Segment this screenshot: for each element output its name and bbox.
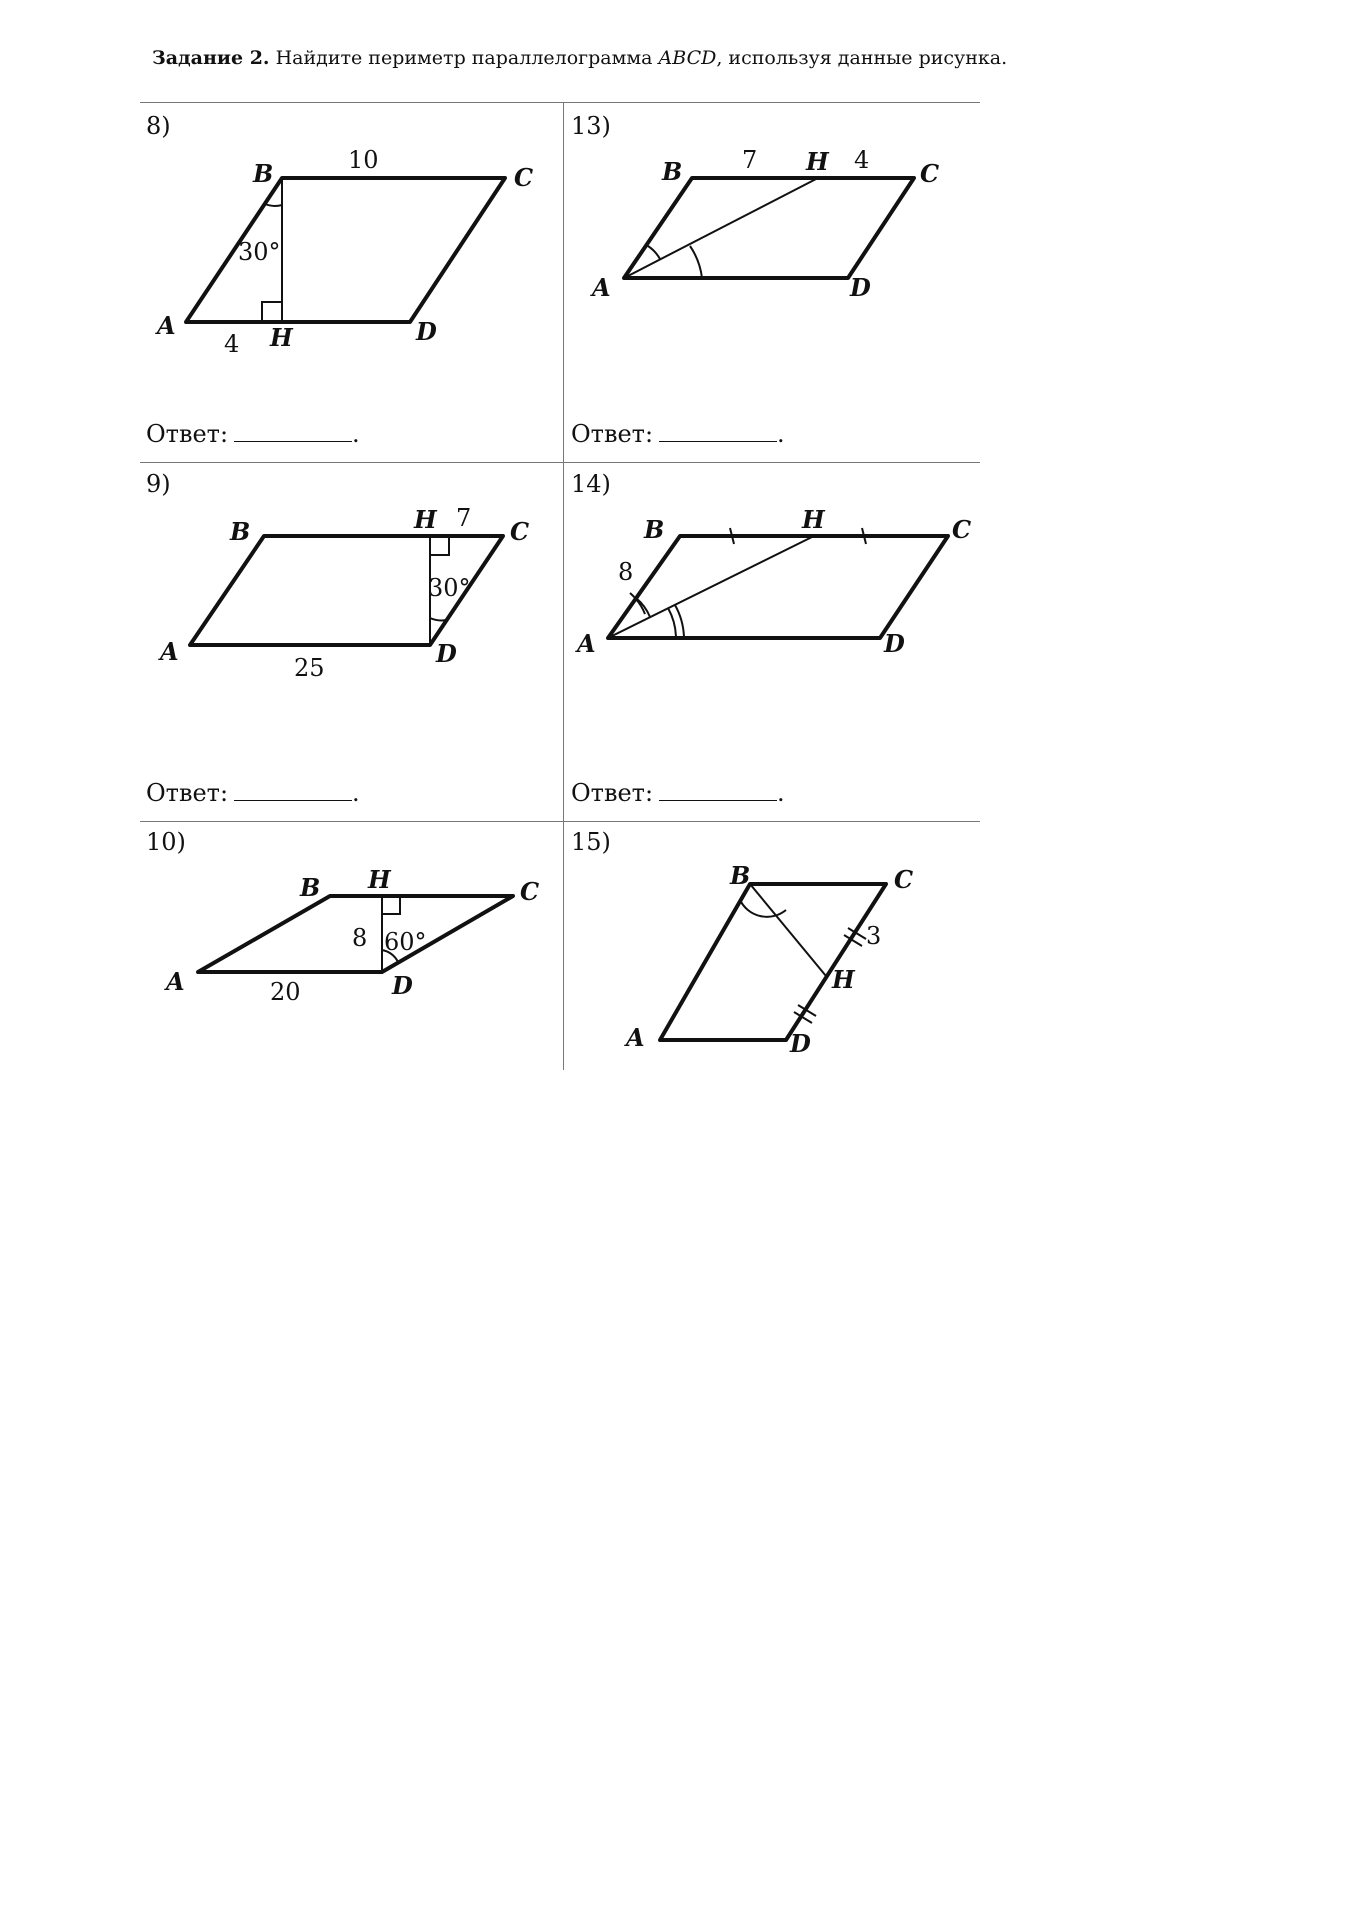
value-ab-14: 8 <box>618 558 634 586</box>
label-h-15: H <box>832 965 855 994</box>
task-text-end: , используя данные рисунка. <box>716 47 1008 69</box>
answer-line-8: Ответ: . <box>146 420 360 448</box>
label-d-8: D <box>416 317 437 346</box>
answer-line-14: Ответ: . <box>571 779 785 807</box>
problem-number-13: 13) <box>571 112 611 140</box>
problem-number-14: 14) <box>571 470 611 498</box>
label-c-10: C <box>520 877 540 906</box>
angle-arc-15 <box>740 900 786 917</box>
label-h-10: H <box>368 865 391 894</box>
label-d-9: D <box>436 639 457 668</box>
label-a-13: A <box>592 273 611 302</box>
problem-number-15: 15) <box>571 828 611 856</box>
answer-label: Ответ: <box>571 779 654 807</box>
value-ad-10: 20 <box>270 978 301 1006</box>
answer-label: Ответ: <box>146 420 229 448</box>
label-b-9: B <box>230 517 251 546</box>
answer-label: Ответ: <box>571 420 654 448</box>
problem-number-9: 9) <box>146 470 171 498</box>
label-d-13: D <box>850 273 871 302</box>
value-bc-8: 10 <box>348 146 379 174</box>
task-text: Найдите периметр параллелограмма <box>275 47 653 69</box>
label-c-13: C <box>920 159 940 188</box>
label-a-15: A <box>626 1023 645 1052</box>
label-b-13: B <box>662 157 683 186</box>
label-c-14: C <box>952 515 972 544</box>
value-bh-13: 7 <box>742 146 758 174</box>
answer-line-9: Ответ: . <box>146 779 360 807</box>
value-angle-8: 30° <box>238 238 281 266</box>
label-h-14: H <box>802 505 825 534</box>
task-label: Задание 2. <box>152 47 270 69</box>
label-a-9: A <box>160 637 179 666</box>
label-d-14: D <box>884 629 905 658</box>
value-ah-8: 4 <box>224 330 240 358</box>
value-hc-9: 7 <box>456 504 472 532</box>
label-b-14: B <box>644 515 665 544</box>
value-dh-10: 8 <box>352 924 368 952</box>
label-b-15: B <box>730 861 751 890</box>
problem-number-10: 10) <box>146 828 186 856</box>
value-ch-15: 3 <box>866 922 882 950</box>
label-c-9: C <box>510 517 530 546</box>
label-a-14: A <box>577 629 596 658</box>
label-b-8: B <box>253 159 274 188</box>
label-d-10: D <box>392 971 413 1000</box>
parallelogram-15 <box>660 884 886 1040</box>
label-h-13: H <box>806 147 829 176</box>
label-a-8: A <box>157 311 176 340</box>
value-hc-13: 4 <box>854 146 870 174</box>
label-h-8: H <box>270 323 293 352</box>
problem-number-8: 8) <box>146 112 171 140</box>
label-b-10: B <box>300 873 321 902</box>
label-d-15: D <box>790 1029 811 1058</box>
label-c-8: C <box>514 163 534 192</box>
answer-line-13: Ответ: . <box>571 420 785 448</box>
segment-bh-15 <box>750 884 826 976</box>
answer-label: Ответ: <box>146 779 229 807</box>
value-ad-9: 25 <box>294 654 325 682</box>
label-c-15: C <box>894 865 914 894</box>
value-angle-9: 30° <box>428 574 471 602</box>
label-h-9: H <box>414 505 437 534</box>
label-a-10: A <box>166 967 185 996</box>
value-angle-10: 60° <box>384 928 427 956</box>
task-figure-name: ABCD <box>658 47 717 69</box>
